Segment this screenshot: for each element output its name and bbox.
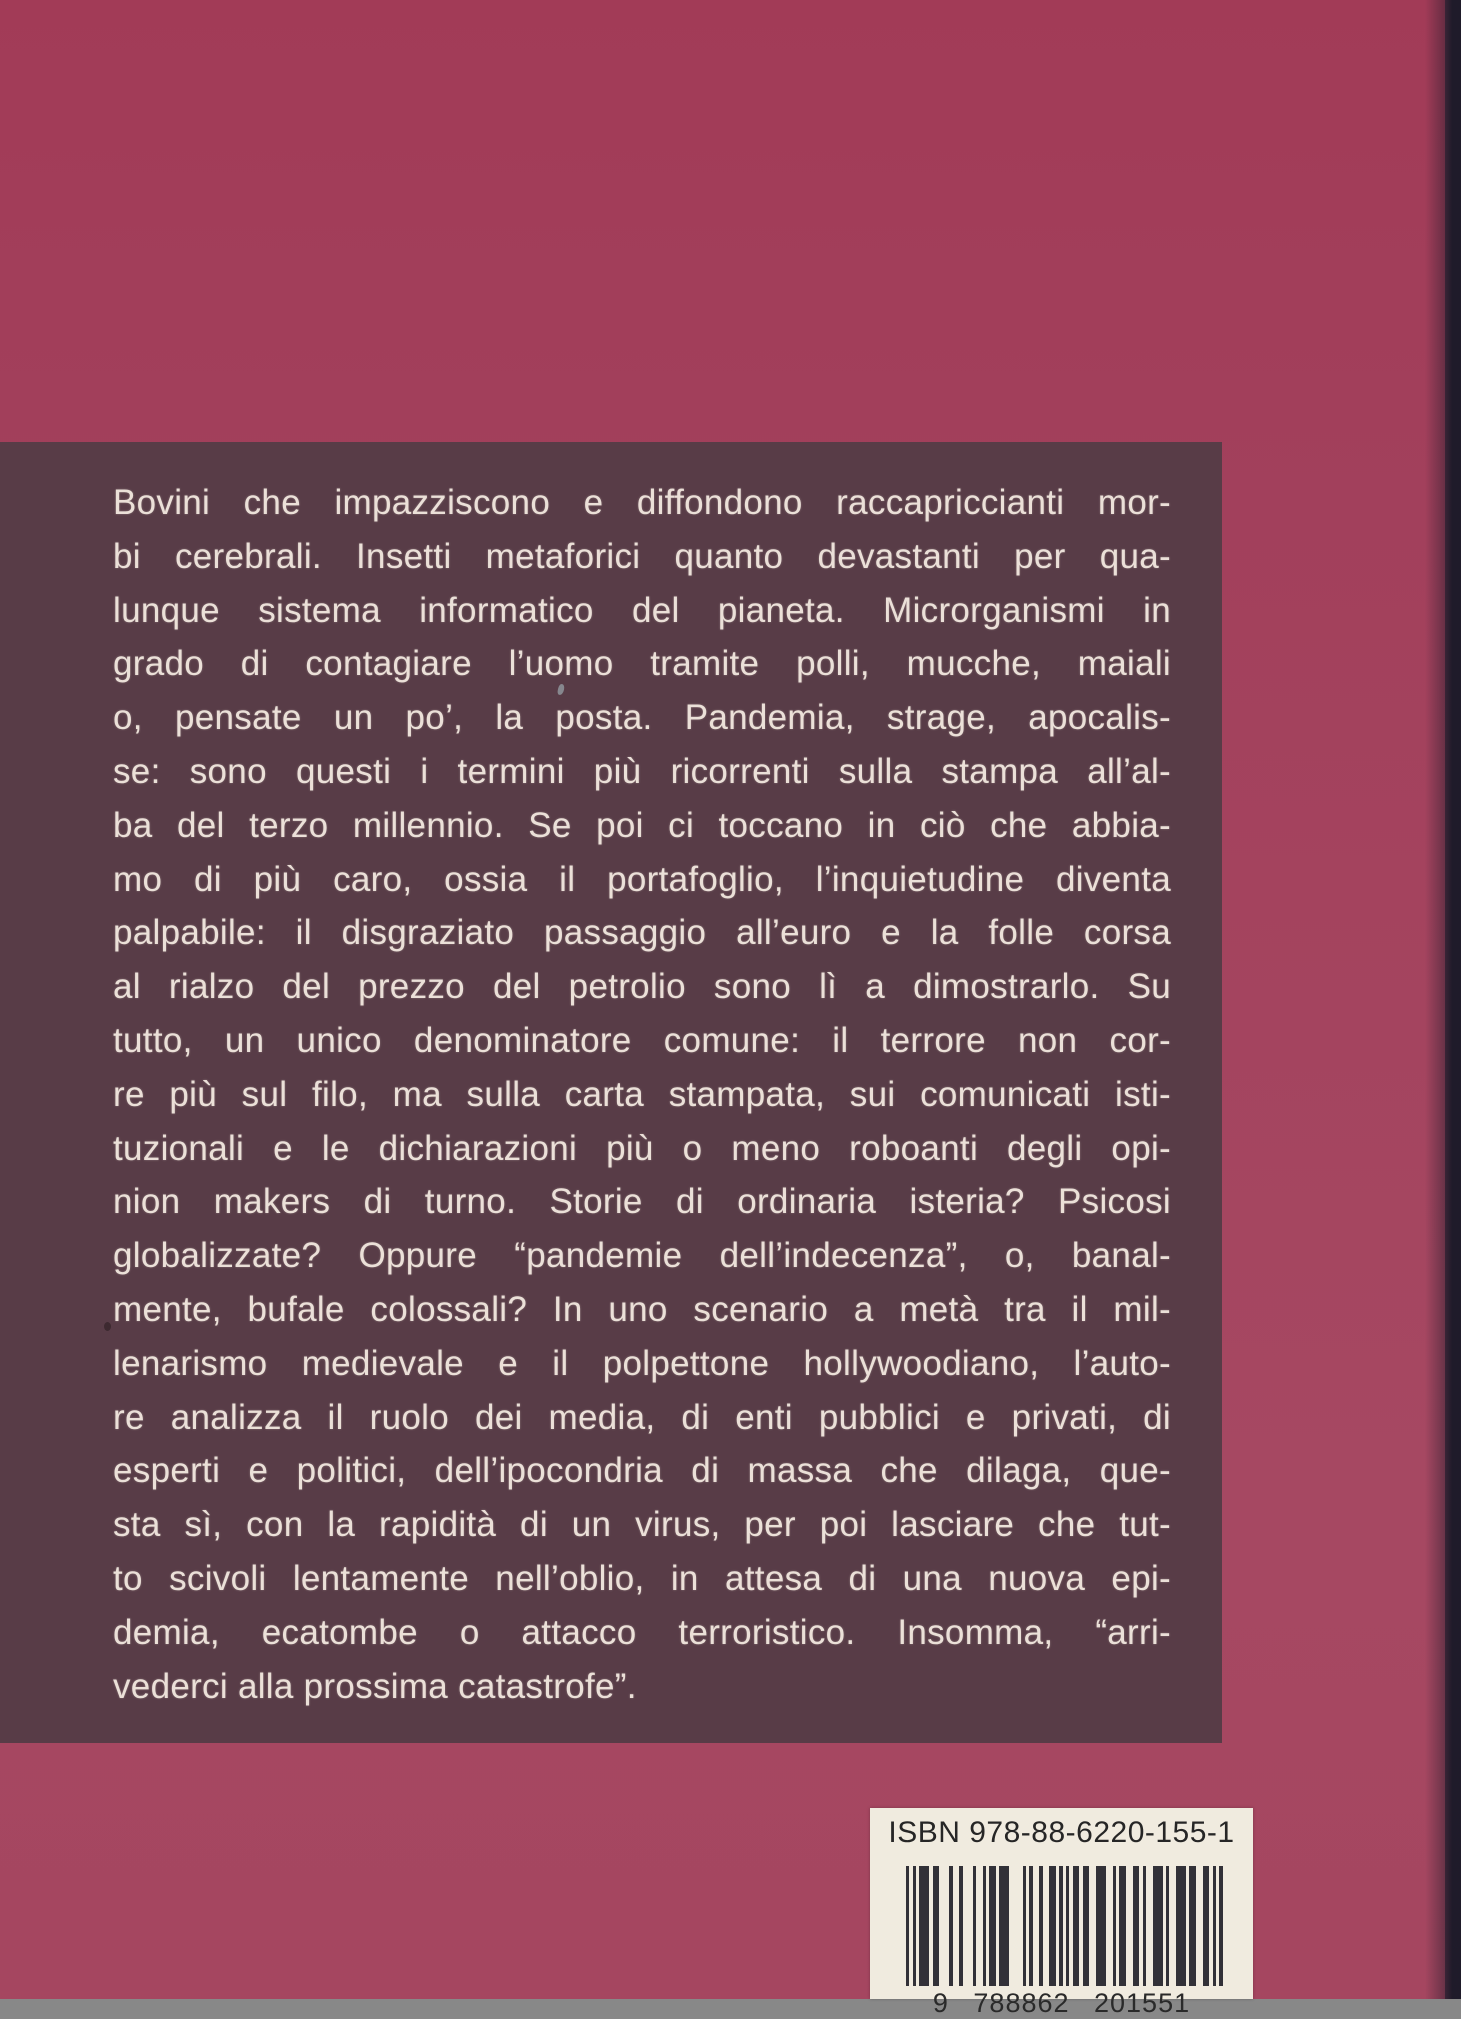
barcode-bar bbox=[1083, 1866, 1090, 1986]
barcode-bar bbox=[1203, 1866, 1210, 1986]
blurb-line: nion makers di turno. Storie di ordinaria isteria? Psicosi bbox=[113, 1182, 1171, 1222]
blurb-text bbox=[113, 476, 1171, 1713]
scan-speck bbox=[104, 1322, 111, 1331]
blurb-line: lenarismo medievale e il polpettone hollywoodiano, l’auto- bbox=[113, 1343, 1171, 1383]
blurb-line: vederci alla prossima catastrofe”. bbox=[113, 1666, 637, 1706]
barcode-bar bbox=[919, 1866, 929, 1986]
isbn-label: ISBN 978-88-6220-155-1 bbox=[888, 1816, 1235, 1849]
blurb-line: esperti e politici, dell’ipocondria di massa che dilaga, que- bbox=[113, 1451, 1171, 1491]
barcode-gap bbox=[1169, 1866, 1176, 1986]
book-edge-shade bbox=[1425, 0, 1445, 1999]
blurb-line: mente, bufale colossali? In uno scenario a metà tra il mil- bbox=[113, 1289, 1171, 1329]
blurb-line: al rialzo del prezzo del petrolio sono lì a dimostrarlo. Su bbox=[113, 967, 1171, 1007]
barcode-bar bbox=[1049, 1866, 1056, 1986]
blurb-panel bbox=[0, 442, 1222, 1743]
blurb-line: Bovini che impazziscono e diffondono raccapriccianti mor- bbox=[113, 483, 1171, 522]
blurb-line: palpabile: il disgraziato passaggio all’euro e la folle corsa bbox=[113, 913, 1171, 953]
ean-barcode bbox=[906, 1866, 1223, 1986]
barcode-bar bbox=[933, 1866, 940, 1986]
blurb-line: o, pensate un po’, la posta. Pandemia, strage, apocalis- bbox=[113, 698, 1171, 738]
blurb-line: demia, ecatombe o attacco terroristico. Insomma, “arri- bbox=[113, 1612, 1171, 1652]
blurb-line: tutto, un unico denominatore comune: il terrore non cor- bbox=[113, 1020, 1171, 1060]
barcode-bar bbox=[989, 1866, 996, 1986]
isbn-barcode-box bbox=[870, 1808, 1253, 2018]
barcode-gap bbox=[939, 1866, 949, 1986]
blurb-line: sta sì, con la rapidità di un virus, per poi lasciare che tut- bbox=[113, 1505, 1171, 1545]
barcode-gap bbox=[953, 1866, 960, 1986]
barcode-gap bbox=[1146, 1866, 1153, 1986]
barcode-gap bbox=[976, 1866, 983, 1986]
barcode-bar bbox=[1176, 1866, 1186, 1986]
barcode-bar bbox=[1219, 1866, 1222, 1986]
barcode-digits: 9 788862 201551 bbox=[932, 1988, 1191, 2018]
blurb-line: bi cerebrali. Insetti metaforici quanto devastanti per qua- bbox=[113, 536, 1171, 576]
barcode-gap bbox=[1196, 1866, 1203, 1986]
blurb-line: se: sono questi i termini più ricorrenti sulla stampa all’al- bbox=[113, 751, 1171, 791]
barcode-gap bbox=[1009, 1866, 1022, 1986]
blurb-line: grado di contagiare l’uomo tramite polli, mucche, maiali bbox=[113, 644, 1171, 684]
barcode-bar bbox=[1073, 1866, 1080, 1986]
barcode-gap bbox=[1033, 1866, 1040, 1986]
barcode-bar bbox=[999, 1866, 1009, 1986]
barcode-bar bbox=[1153, 1866, 1163, 1986]
book-edge-shadow bbox=[1445, 0, 1461, 1999]
blurb-line: ba del terzo millennio. Se poi ci toccano in ciò che abbia- bbox=[113, 805, 1171, 845]
blurb-line: to scivoli lentamente nell’oblio, in attesa di una nuova epi- bbox=[113, 1558, 1171, 1598]
blurb-line: lunque sistema informatico del pianeta. Microrganismi in bbox=[113, 590, 1171, 630]
barcode-gap bbox=[1089, 1866, 1096, 1986]
barcode-gap bbox=[1126, 1866, 1133, 1986]
barcode-gap bbox=[1106, 1866, 1113, 1986]
blurb-line: globalizzate? Oppure “pandemie dell’indecenza”, o, banal- bbox=[113, 1236, 1171, 1276]
barcode-bar bbox=[1189, 1866, 1196, 1986]
barcode-gap bbox=[1043, 1866, 1050, 1986]
barcode-bar bbox=[1096, 1866, 1106, 1986]
barcode-gap bbox=[963, 1866, 973, 1986]
blurb-line: tuzionali e le dichiarazioni più o meno roboanti degli opi- bbox=[113, 1128, 1171, 1168]
barcode-bar bbox=[1133, 1866, 1140, 1986]
blurb-line: re più sul filo, ma sulla carta stampata, sui comunicati isti- bbox=[113, 1074, 1171, 1114]
barcode-bar bbox=[1119, 1866, 1126, 1986]
blurb-line: mo di più caro, ossia il portafoglio, l’inquietudine diventa bbox=[113, 859, 1171, 899]
blurb-line: re analizza il ruolo dei media, di enti pubblici e privati, di bbox=[113, 1397, 1171, 1437]
